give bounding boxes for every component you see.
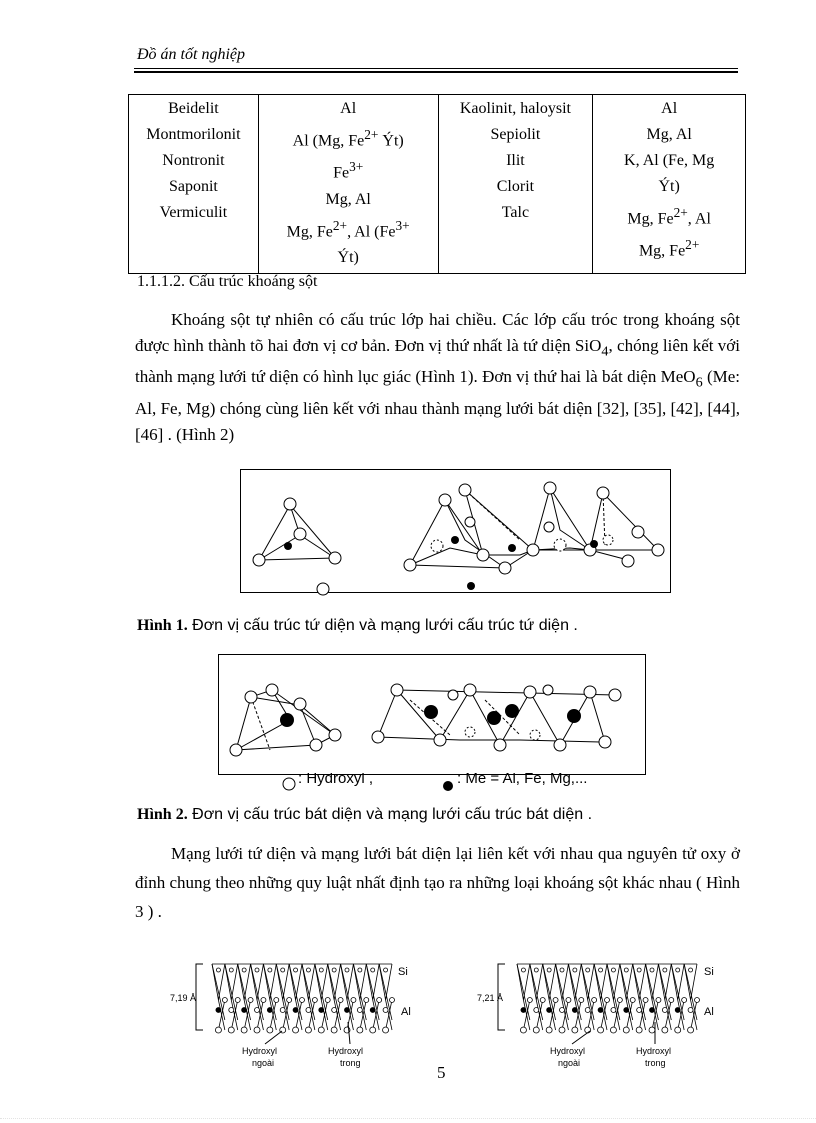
si-label-left: Si: [398, 966, 408, 978]
outer-hydroxyl-label-right-1: Hydroxyl: [550, 1046, 586, 1056]
cell-text: Montmorilonit: [146, 126, 241, 143]
inner-hydroxyl-label-left-1: Hydroxyl: [328, 1046, 364, 1056]
spacing-label-left: 7,19 Å: [170, 993, 197, 1003]
cell-text: Talc: [501, 204, 530, 221]
inner-hydroxyl-label-right-2: trong: [645, 1058, 666, 1068]
cell-text: Al: [661, 100, 678, 117]
outer-hydroxyl-label-left-1: Hydroxyl: [242, 1046, 278, 1056]
bottom-rule: [0, 1118, 816, 1119]
al-label-right: Al: [704, 1006, 714, 1018]
cell-text: Nontronit: [162, 152, 225, 169]
paragraph-layers: Mạng lưới tứ diện và mạng lưới bát diện lại liên kết với nhau qua nguyên tử oxy ở đỉnh chung theo những quy luật nhất định tạo ra những loại khoáng sột khác nhau ( Hình 3 ) .: [135, 844, 740, 921]
al-label-left: Al: [401, 1006, 411, 1018]
cell-text: $Fe^{3+}$: [333, 159, 364, 182]
cell-text: K, Al (Fe, Mg: [624, 152, 715, 169]
cell-text: Sepiolit: [490, 126, 541, 143]
cell-text: Saponit: [168, 178, 218, 195]
cell-text: Clorit: [496, 178, 535, 195]
kaolinite-right: [477, 964, 714, 1068]
cell-text: Vermiculit: [159, 204, 228, 221]
cell-text: Ilit: [506, 152, 525, 169]
si-label-right: Si: [704, 966, 714, 978]
cell-text: Mg, $Fe^{2+}$: [638, 237, 700, 260]
outer-hydroxyl-label-right-2: ngoài: [558, 1058, 581, 1068]
cell-text: Al: [340, 100, 357, 117]
cell-text: Kaolinit, haloysit: [459, 100, 571, 117]
inner-hydroxyl-label-left-2: trong: [340, 1058, 361, 1068]
figure-2-caption: Hình 2. Đơn vị cấu trúc bát diện và mạng lưới cấu trúc bát diện .: [137, 806, 593, 823]
cell-text: Ýt): [658, 178, 680, 195]
inner-hydroxyl-label-right-1: Hydroxyl: [636, 1046, 672, 1056]
figure-1-caption: Hình 1. Đơn vị cấu trúc tứ diện và mạng lưới cấu trúc tứ diện .: [137, 617, 578, 634]
right-lattice: [517, 964, 700, 1033]
cell-text: Mg, Al: [646, 126, 692, 143]
cell-text: Al (Mg, $Fe^{2+}$ Ýt): [292, 127, 404, 150]
cell-text: Ýt): [337, 248, 359, 266]
page-number: 5: [437, 1063, 446, 1082]
cell-text: Mg, $Fe^{2+}$, Al ($Fe^{3+}$: [286, 217, 410, 240]
cell-text: Mg, Al: [325, 190, 371, 208]
cell-text: Mg, $Fe^{2+}$, Al: [627, 205, 711, 228]
spacing-label-right: 7,21 Å: [477, 993, 504, 1003]
header-title: Đồ án tốt nghiệp: [137, 46, 245, 63]
kaolinite-left: [170, 964, 411, 1068]
legend-hydroxyl-text: : Hydroxyl ,: [298, 773, 374, 786]
cell-text: Beidelit: [168, 100, 219, 117]
outer-hydroxyl-label-left-2: ngoài: [252, 1058, 275, 1068]
paragraph-structure: Khoáng sột tự nhiên có cấu trúc lớp hai chiều. Các lớp cấu tróc trong khoáng sột được hình thành tõ hai đơn vị cơ bản. Đơn vị thứ nhất là tứ diện SiO$_4$, chóng liên kết với thành mạng lưới tứ diện có hình lục giác (Hình 1). Đơn vị thứ hai là bát diện MeO$_6$ (Me: Al, Fe, Mg) chóng cùng liên kết với nhau thành mạng lưới bát diện [32], [35], [42], [44], [46] . (Hình 2): [135, 310, 740, 444]
legend-metal-text: : Me = Al, Fe, Mg,...: [457, 773, 588, 786]
left-lattice: [212, 964, 395, 1033]
section-heading: 1.1.1.2. Cấu trúc khoáng sột: [137, 273, 318, 290]
